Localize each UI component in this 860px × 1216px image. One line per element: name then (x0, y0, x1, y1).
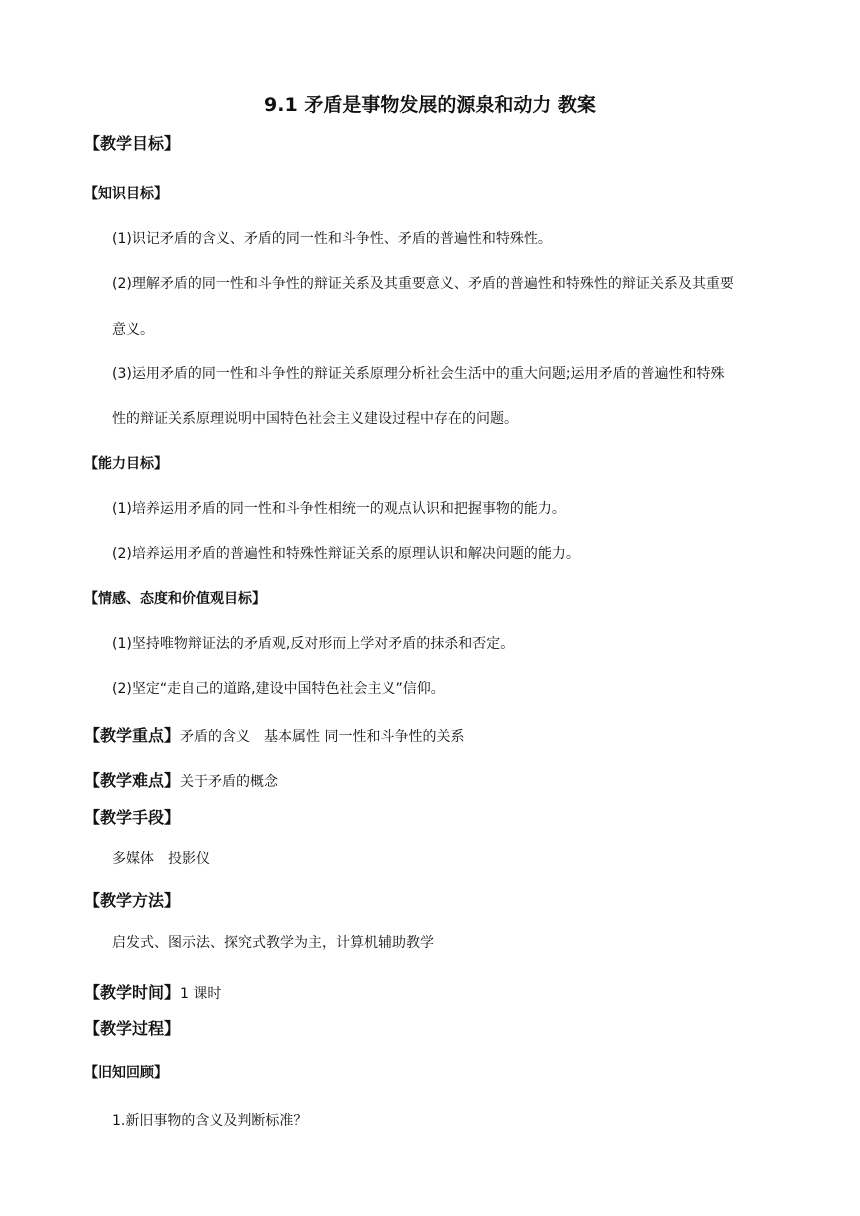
knowledge-item: (2)理解矛盾的同一性和斗争性的辩证关系及其重要意义、矛盾的普遍性和特殊性的辩证关系及其重要 (112, 276, 734, 292)
difficulties-text: 关于矛盾的概念 (180, 774, 279, 790)
time-line (84, 983, 221, 1003)
ability-item: (1)培养运用矛盾的同一性和斗争性相统一的观点认识和把握事物的能力。 (112, 501, 566, 517)
ability-item: (2)培养运用矛盾的普遍性和特殊性辩证关系的原理认识和解决问题的能力。 (112, 546, 580, 562)
knowledge-item: 性的辩证关系原理说明中国特色社会主义建设过程中存在的问题。 (112, 411, 518, 427)
review-heading: 【旧知回顾】 (84, 1065, 168, 1081)
document-title: 9.1 矛盾是事物发展的源泉和动力 教案 (264, 94, 596, 116)
means-text: 多媒体 投影仪 (112, 851, 210, 867)
emotion-item: (1)坚持唯物辩证法的矛盾观,反对形而上学对矛盾的抹杀和否定。 (112, 636, 515, 652)
time-text: 1 课时 (180, 986, 222, 1002)
key-points-label: 【教学重点】 (84, 726, 181, 745)
time-label: 【教学时间】 (84, 983, 181, 1002)
process-heading: 【教学过程】 (84, 1019, 181, 1038)
difficulties-label: 【教学难点】 (84, 771, 181, 790)
emotion-heading: 【情感、态度和价值观目标】 (84, 591, 266, 607)
key-points-text: 矛盾的含义 基本属性 同一性和斗争性的关系 (180, 729, 465, 745)
knowledge-item: (1)识记矛盾的含义、矛盾的同一性和斗争性、矛盾的普遍性和特殊性。 (112, 231, 552, 247)
key-points-line (84, 726, 464, 746)
knowledge-item: 意义。 (112, 322, 154, 338)
knowledge-heading: 【知识目标】 (84, 186, 168, 202)
emotion-item: (2)坚定“走自己的道路,建设中国特色社会主义”信仰。 (112, 681, 445, 697)
ability-heading: 【能力目标】 (84, 456, 168, 472)
methods-text: 启发式、图示法、探究式教学为主，计算机辅助教学 (112, 935, 434, 951)
objectives-heading: 【教学目标】 (84, 134, 181, 153)
difficulties-line (84, 771, 278, 791)
knowledge-item: (3)运用矛盾的同一性和斗争性的辩证关系原理分析社会生活中的重大问题;运用矛盾的普遍性和特殊 (112, 366, 725, 382)
methods-heading: 【教学方法】 (84, 891, 181, 910)
review-item: 1.新旧事物的含义及判断标准？ (112, 1113, 308, 1129)
means-heading: 【教学手段】 (84, 808, 181, 827)
